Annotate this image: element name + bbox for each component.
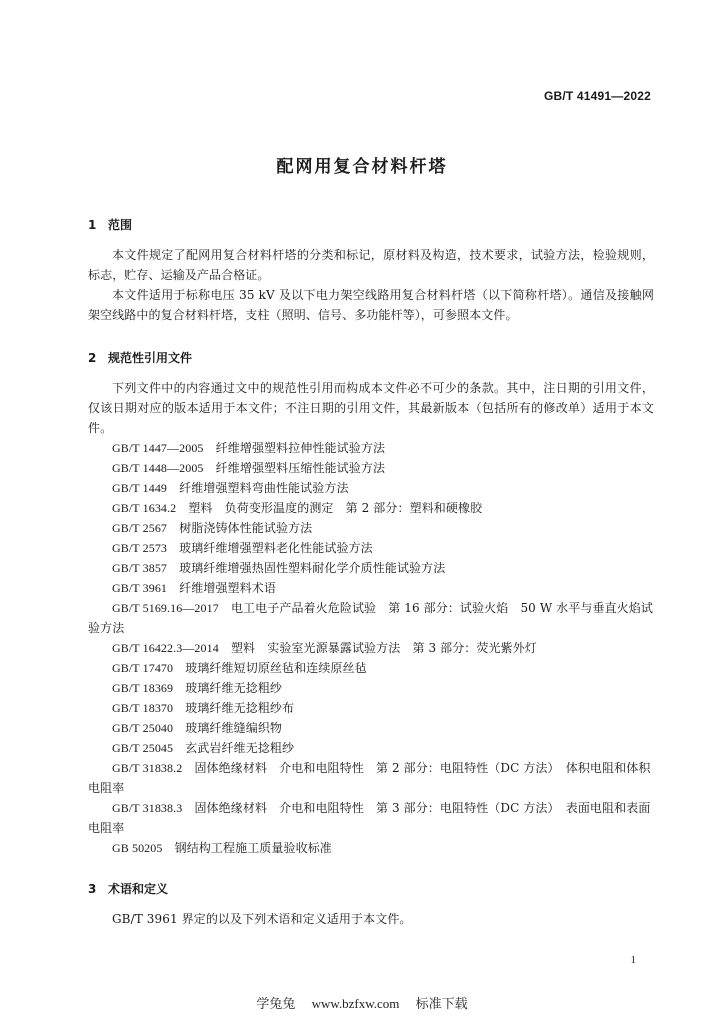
reference-item: [88, 478, 654, 498]
reference-code: GB/T 18369: [112, 681, 174, 695]
reference-title: 树脂浇铸体性能试验方法: [179, 521, 313, 535]
reference-code: GB/T 1634.2: [112, 501, 177, 515]
section-title: 术语和定义: [108, 882, 169, 896]
reference-title: 纤维增强塑料压缩性能试验方法: [215, 461, 386, 475]
reference-code: GB/T 1449: [112, 481, 168, 495]
reference-item: [88, 558, 654, 578]
reference-code: GB/T 16422.3—2014: [112, 641, 219, 655]
reference-item: [88, 698, 654, 718]
reference-item: [88, 438, 654, 458]
reference-item: [88, 578, 654, 598]
reference-title: 玄武岩纤维无捻粗纱: [185, 741, 295, 755]
terms-intro: GB/T 3961 界定的以及下列术语和定义适用于本文件。: [112, 912, 412, 926]
reference-title: 塑料 负荷变形温度的测定 第 2 部分：塑料和硬橡胶: [188, 501, 483, 515]
section-2-heading: [88, 349, 654, 366]
reference-code: GB/T 18370: [112, 701, 174, 715]
reference-title: 固体绝缘材料 介电和电阻特性 第 2 部分：电阻特性（DC 方法） 体积电阻和体积电阻率: [88, 761, 651, 795]
reference-code: GB/T 1448—2005: [112, 461, 204, 475]
section-3-heading: [88, 880, 654, 897]
reference-item: [88, 718, 654, 738]
reference-item: [88, 518, 654, 538]
reference-title: 固体绝缘材料 介电和电阻特性 第 3 部分：电阻特性（DC 方法） 表面电阻和表面电阻率: [88, 801, 651, 835]
footer-watermark: [0, 993, 724, 1012]
footer-slogan: 标准下载: [415, 997, 468, 1012]
reference-item: [88, 838, 654, 858]
reference-item: [88, 798, 654, 838]
reference-item: [88, 458, 654, 478]
reference-code: GB/T 25045: [112, 741, 174, 755]
reference-code: GB/T 17470: [112, 661, 174, 675]
section-number: 2: [88, 351, 97, 365]
reference-code: GB/T 3857: [112, 561, 168, 575]
section-title: 规范性引用文件: [108, 351, 193, 365]
reference-code: GB/T 31838.3: [112, 801, 183, 815]
reference-code: GB/T 2573: [112, 541, 168, 555]
reference-item: [88, 598, 654, 638]
references-intro: 下列文件中的内容通过文中的规范性引用而构成本文件必不可少的条款。其中，注日期的引用文件，仅该日期对应的版本适用于本文件；不注日期的引用文件，其最新版本（包括所有的修改单）适用于本文件。: [88, 381, 654, 435]
reference-title: 钢结构工程施工质量验收标准: [174, 841, 332, 855]
reference-code: GB/T 2567: [112, 521, 168, 535]
reference-code: GB/T 31838.2: [112, 761, 183, 775]
reference-title: 电工电子产品着火危险试验 第 16 部分：试验火焰 50 W 水平与垂直火焰试验方法: [88, 601, 653, 635]
scope-paragraph-1: 本文件规定了配网用复合材料杆塔的分类和标记，原材料及构造，技术要求，试验方法，检验规则，标志，贮存、运输及产品合格证。: [88, 248, 654, 282]
reference-list: [88, 438, 654, 858]
reference-code: GB/T 25040: [112, 721, 174, 735]
section-number: 3: [88, 882, 97, 896]
reference-item: [88, 638, 654, 658]
reference-code: GB 50205: [112, 841, 163, 855]
scope-paragraph-2: 本文件适用于标称电压 35 kV 及以下电力架空线路用复合材料杆塔（以下简称杆塔）。通信及接触网架空线路中的复合材料杆塔，支柱（照明、信号、多功能杆等），可参照本文件。: [88, 288, 654, 322]
reference-item: [88, 538, 654, 558]
reference-title: 玻璃纤维增强塑料老化性能试验方法: [179, 541, 373, 555]
page-number: 1: [630, 954, 636, 966]
reference-title: 玻璃纤维短切原丝毡和连续原丝毡: [185, 661, 367, 675]
section-number: 1: [88, 218, 97, 232]
reference-item: [88, 758, 654, 798]
reference-code: GB/T 5169.16—2017: [112, 601, 219, 615]
section-title: 范围: [108, 218, 133, 232]
reference-item: [88, 738, 654, 758]
reference-title: 纤维增强塑料拉伸性能试验方法: [215, 441, 386, 455]
reference-code: GB/T 3961: [112, 581, 168, 595]
reference-title: 玻璃纤维缝编织物: [185, 721, 283, 735]
reference-item: [88, 678, 654, 698]
reference-title: 玻璃纤维无捻粗纱布: [185, 701, 295, 715]
reference-item: [88, 498, 654, 518]
footer-site-name: 学兔兔: [256, 997, 296, 1012]
reference-title: 纤维增强塑料弯曲性能试验方法: [179, 481, 349, 495]
reference-code: GB/T 1447—2005: [112, 441, 204, 455]
document-code: GB/T 41491—2022: [543, 89, 651, 103]
reference-title: 塑料 实验室光源暴露试验方法 第 3 部分：荧光紫外灯: [230, 641, 537, 655]
reference-title: 玻璃纤维无捻粗纱: [185, 681, 283, 695]
section-1-heading: [88, 216, 654, 233]
footer-url[interactable]: www.bzfxw.com: [311, 996, 400, 1011]
reference-item: [88, 658, 654, 678]
document-title: 配网用复合材料杆塔: [276, 157, 448, 177]
reference-title: 玻璃纤维增强热固性塑料耐化学介质性能试验方法: [179, 561, 446, 575]
document-body: [88, 216, 654, 929]
reference-title: 纤维增强塑料术语: [179, 581, 276, 595]
